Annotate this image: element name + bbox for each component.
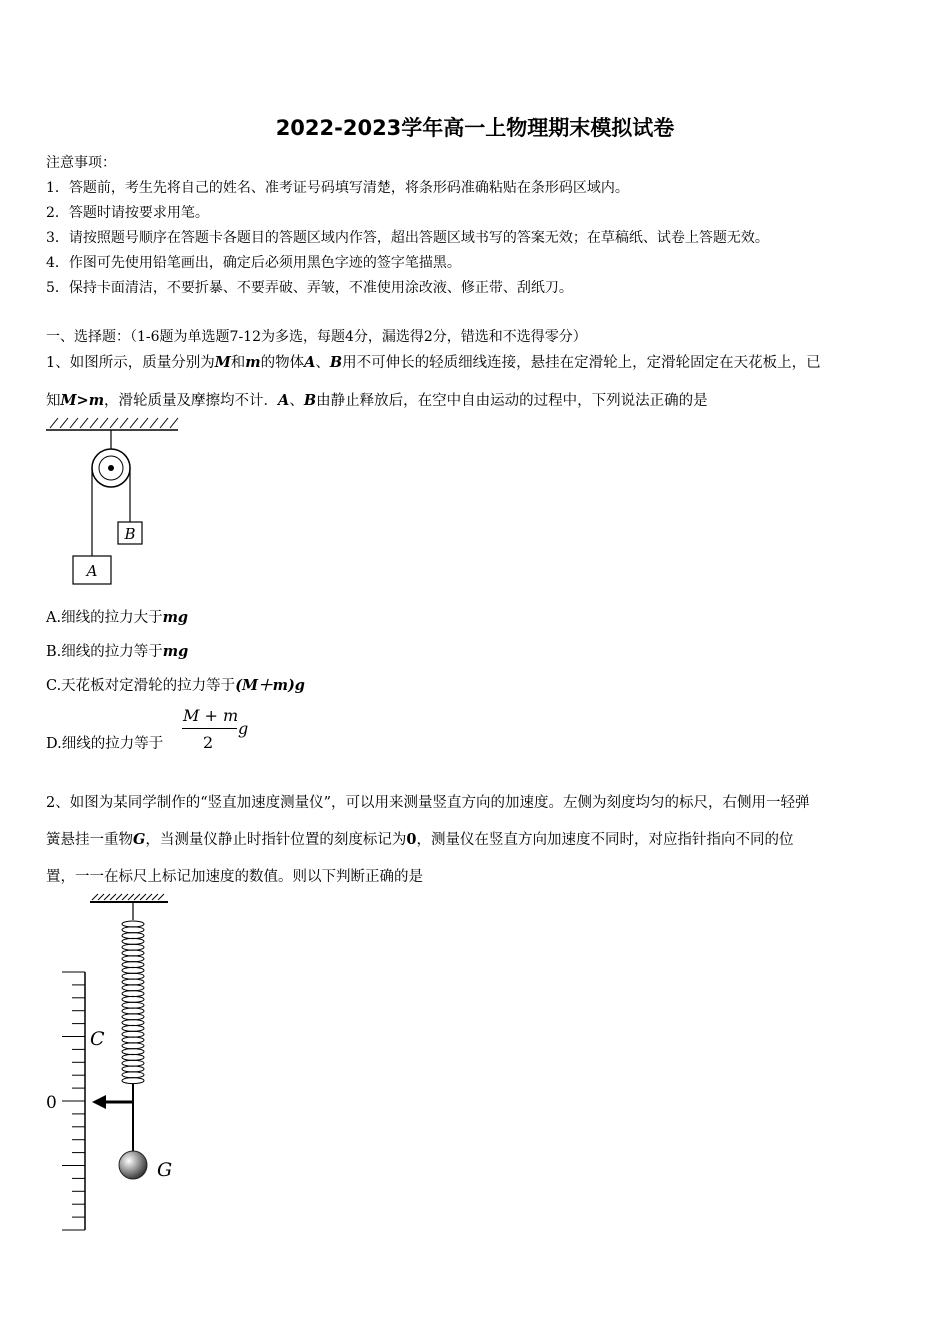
notice-item: 5．保持卡面清洁，不要折暴、不要弄破、弄皱，不准使用涂改液、修正带、刮纸刀。 bbox=[46, 280, 573, 296]
spring-coil bbox=[122, 1025, 144, 1031]
spring-coil bbox=[122, 979, 144, 985]
q1-stem-line2: 知M>m，滑轮质量及摩擦均不计．A、B由静止释放后，在空中自由运动的过程中，下列说法正确的是 bbox=[46, 392, 708, 409]
label-zero: 0 bbox=[46, 1093, 57, 1113]
notice-item: 1．答题前，考生先将自己的姓名、准考证号码填写清楚，将条形码准确粘贴在条形码区域内。 bbox=[46, 180, 629, 196]
notice-item: 2．答题时请按要求用笔。 bbox=[46, 205, 209, 221]
spring-coil bbox=[122, 1008, 144, 1014]
q2-stem-line2: 簧悬挂一重物G，当测量仪静止时指针位置的刻度标记为0，测量仪在竖直方向加速度不同时，对应指针指向不同的位 bbox=[46, 831, 794, 848]
spring-coil bbox=[122, 933, 144, 939]
spring-coil bbox=[122, 1043, 144, 1049]
spring-coil bbox=[122, 985, 144, 991]
pulley-figure bbox=[44, 416, 184, 591]
q1-option-b[interactable]: B.细线的拉力等于mg bbox=[46, 643, 189, 660]
spring-coil bbox=[122, 1020, 144, 1026]
spring-coil bbox=[122, 956, 144, 962]
label-G: G bbox=[157, 1159, 173, 1181]
fraction-denominator: 2 bbox=[203, 733, 214, 752]
notice-heading: 注意事项： bbox=[46, 155, 116, 171]
spring-coil bbox=[122, 1014, 144, 1020]
spring-coil bbox=[122, 1054, 144, 1060]
spring-coil bbox=[122, 973, 144, 979]
spring-coil bbox=[122, 1037, 144, 1043]
q1-option-c[interactable]: C.天花板对定滑轮的拉力等于(M＋m)g bbox=[46, 677, 305, 694]
fraction-numerator: M + m bbox=[183, 706, 239, 725]
spring-coil bbox=[122, 1049, 144, 1055]
q2-stem-line1: 2、如图为某同学制作的“竖直加速度测量仪”，可以用来测量竖直方向的加速度。左侧为刻度均匀的标尺，右侧用一轻弹 bbox=[46, 795, 810, 811]
spring-coil bbox=[122, 967, 144, 973]
notice-item: 4．作图可先使用铅笔画出，确定后必须用黑色字迹的签字笔描黑。 bbox=[46, 255, 461, 271]
spring-coil bbox=[122, 962, 144, 968]
fraction-suffix: g bbox=[238, 719, 249, 738]
section-heading: 一、选择题：（1-6题为单选题7-12为多选，每题4分，漏选得2分，错选和不选得零分） bbox=[46, 329, 587, 345]
label-C: C bbox=[90, 1028, 105, 1050]
spring-coil bbox=[122, 927, 144, 933]
spring-coil bbox=[122, 1066, 144, 1072]
q2-stem-line3: 置，一一在标尺上标记加速度的数值。则以下判断正确的是 bbox=[46, 869, 423, 885]
accelerometer-figure bbox=[40, 892, 200, 1237]
q1-stem-line1: 1、如图所示，质量分别为M和m的物体A、B用不可伸长的轻质细线连接，悬挂在定滑轮上，定滑轮固定在天花板上，已 bbox=[46, 354, 821, 371]
spring-coil bbox=[122, 921, 144, 927]
spring-coil bbox=[122, 944, 144, 950]
q1-option-d[interactable]: D.细线的拉力等于 bbox=[46, 736, 164, 752]
spring-coil bbox=[122, 1060, 144, 1066]
spring-coil bbox=[122, 938, 144, 944]
notice-item: 3．请按照题号顺序在答题卡各题目的答题区域内作答，超出答题区域书写的答案无效；在草稿纸、试卷上答题无效。 bbox=[46, 230, 769, 246]
spring-coil bbox=[122, 1072, 144, 1078]
spring-coil bbox=[122, 1031, 144, 1037]
spring-coil bbox=[122, 1002, 144, 1008]
spring-coil bbox=[122, 1078, 144, 1084]
label-B: B bbox=[124, 525, 136, 543]
q1-option-a[interactable]: A.细线的拉力大于mg bbox=[46, 609, 189, 626]
spring-coil bbox=[122, 991, 144, 997]
fraction-bar bbox=[182, 728, 237, 729]
label-A: A bbox=[86, 562, 98, 580]
spring-coil bbox=[122, 950, 144, 956]
page-title: 2022-2023学年高一上物理期末模拟试卷 bbox=[275, 116, 675, 140]
spring-coil bbox=[122, 996, 144, 1002]
